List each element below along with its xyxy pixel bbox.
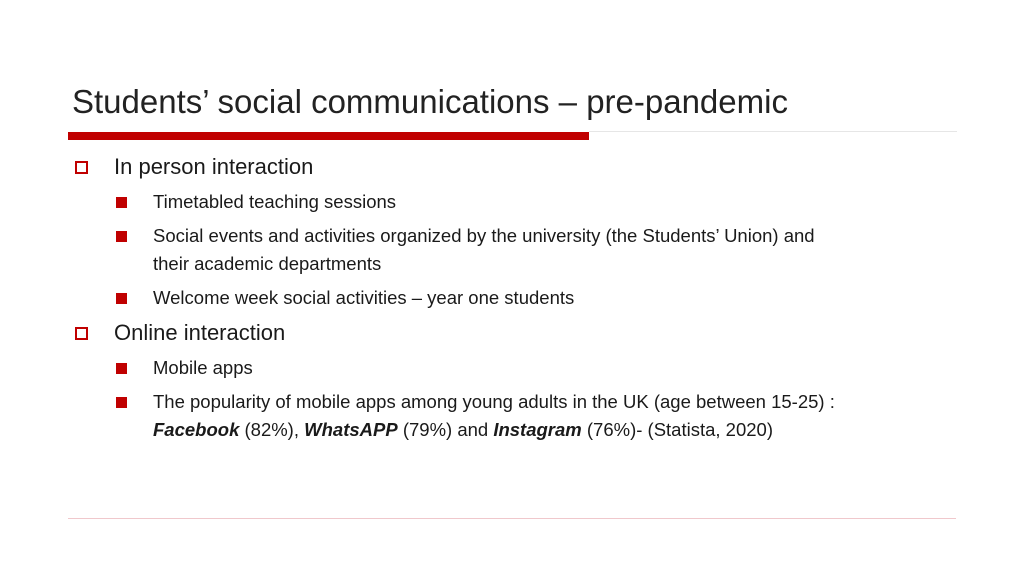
bullet-popularity-line2	[153, 416, 773, 444]
filled-square-bullet-icon	[116, 293, 127, 304]
filled-square-bullet-icon	[116, 231, 127, 242]
bullet-welcome-week: Welcome week social activities – year one students	[153, 287, 575, 308]
app-whatsapp: WhatsAPP	[304, 419, 398, 440]
source-citation: (76%)- (Statista, 2020)	[581, 419, 773, 440]
filled-square-bullet-icon	[116, 197, 127, 208]
app-facebook: Facebook	[153, 419, 240, 440]
bullet-social-events-line2: their academic departments	[153, 253, 382, 274]
slide-title: Students’ social communications – pre-pandemic	[72, 83, 788, 120]
bullet-popularity-line1: The popularity of mobile apps among young adults in the UK (age between 15-25) :	[153, 391, 835, 412]
title-divider	[589, 131, 957, 132]
filled-square-bullet-icon	[116, 363, 127, 374]
title-accent-bar	[68, 132, 589, 140]
bullet-social-events-line1: Social events and activities organized by the university (the Students’ Union) and	[153, 225, 815, 246]
bullet-mobile-apps: Mobile apps	[153, 357, 253, 378]
pct-whatsapp: (79%) and	[397, 419, 494, 440]
footer-divider	[68, 518, 956, 519]
hollow-square-bullet-icon	[75, 161, 88, 174]
section-heading-in-person: In person interaction	[114, 154, 314, 179]
app-instagram: Instagram	[493, 419, 582, 440]
filled-square-bullet-icon	[116, 397, 127, 408]
pct-facebook: (82%),	[239, 419, 305, 440]
bullet-timetabled: Timetabled teaching sessions	[153, 191, 397, 212]
hollow-square-bullet-icon	[75, 327, 88, 340]
section-heading-online: Online interaction	[114, 320, 286, 345]
